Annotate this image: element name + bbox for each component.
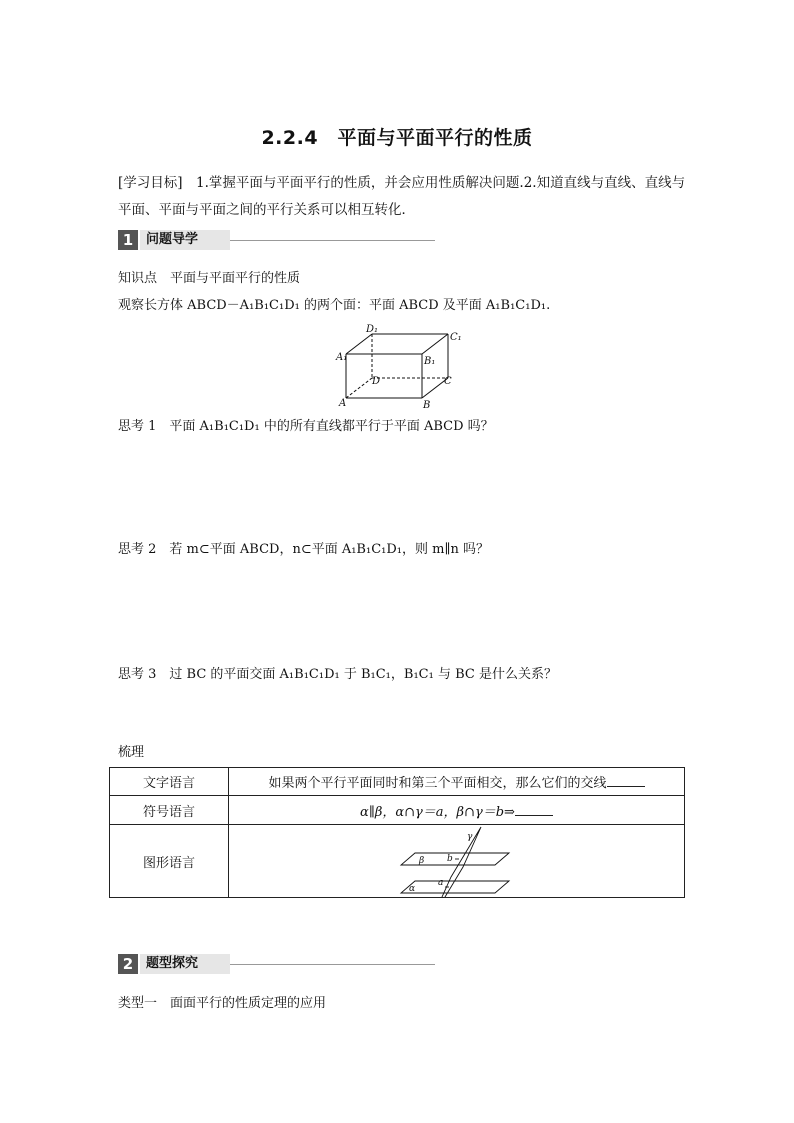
planes-figure bbox=[397, 825, 517, 897]
row-content bbox=[229, 796, 685, 825]
table-row bbox=[110, 768, 685, 796]
a-label: a bbox=[437, 878, 443, 888]
label-D1: D₁ bbox=[366, 324, 379, 335]
row-head: 图形语言 bbox=[110, 825, 229, 898]
symbol-language-content: α∥β，α∩γ＝a，β∩γ＝b⇒ bbox=[360, 804, 515, 820]
summary-label: 梳理 bbox=[118, 745, 145, 760]
label-C: C bbox=[444, 376, 452, 387]
goals-text: 1.掌握平面与平面平行的性质，并会应用性质解决问题.2.知道直线与直线、直线与平面、平面与平面之间的平行关系可以相互转化． bbox=[118, 175, 686, 218]
learning-goals bbox=[118, 170, 688, 224]
row-content bbox=[229, 825, 685, 898]
text-language-content: 如果两个平行平面同时和第三个平面相交，那么它们的交线 bbox=[268, 776, 607, 791]
think-2: 思考 2 若 m⊂平面 ABCD，n⊂平面 A₁B₁C₁D₁，则 m∥n 吗？ bbox=[118, 542, 489, 557]
answer-blank bbox=[515, 803, 553, 816]
row-head: 文字语言 bbox=[110, 768, 229, 796]
think-3: 思考 3 过 BC 的平面交面 A₁B₁C₁D₁ 于 B₁C₁，B₁C₁ 与 BC 是什么关系？ bbox=[118, 667, 557, 682]
alpha-label: α bbox=[408, 884, 415, 894]
knowledge-heading: 知识点 平面与平面平行的性质 bbox=[118, 271, 301, 286]
label-A1: A₁ bbox=[336, 352, 348, 363]
label-B1: B₁ bbox=[424, 356, 436, 367]
section-label: 问题导学 bbox=[140, 230, 230, 250]
row-head: 符号语言 bbox=[110, 796, 229, 825]
think-1: 思考 1 平面 A₁B₁C₁D₁ 中的所有直线都平行于平面 ABCD 吗？ bbox=[118, 419, 494, 434]
section-header-1 bbox=[118, 230, 438, 250]
table-row bbox=[110, 796, 685, 825]
section-number: 1 bbox=[118, 230, 138, 250]
type-1-heading: 类型一 面面平行的性质定理的应用 bbox=[118, 996, 327, 1011]
goals-tag: [学习目标] bbox=[118, 175, 183, 191]
label-B: B bbox=[423, 400, 431, 411]
section-number: 2 bbox=[118, 954, 138, 974]
answer-blank bbox=[607, 774, 645, 787]
cuboid-figure bbox=[330, 322, 470, 412]
section-header-2 bbox=[118, 954, 438, 974]
gamma-label: γ bbox=[466, 832, 472, 842]
label-A: A bbox=[339, 398, 347, 409]
b-label: b bbox=[446, 854, 453, 864]
page-title: 2.2.4 平面与平面平行的性质 bbox=[261, 127, 533, 149]
knowledge-intro: 观察长方体 ABCD－A₁B₁C₁D₁ 的两个面：平面 ABCD 及平面 A₁B₁C₁D₁. bbox=[118, 298, 551, 313]
section-label: 题型探究 bbox=[140, 954, 230, 974]
label-C1: C₁ bbox=[450, 332, 462, 343]
summary-table bbox=[109, 767, 685, 898]
beta-label: β bbox=[418, 856, 424, 866]
section-divider bbox=[230, 240, 435, 241]
row-content bbox=[229, 768, 685, 796]
label-D: D bbox=[372, 376, 381, 387]
section-divider bbox=[230, 964, 435, 965]
table-row bbox=[110, 825, 685, 898]
